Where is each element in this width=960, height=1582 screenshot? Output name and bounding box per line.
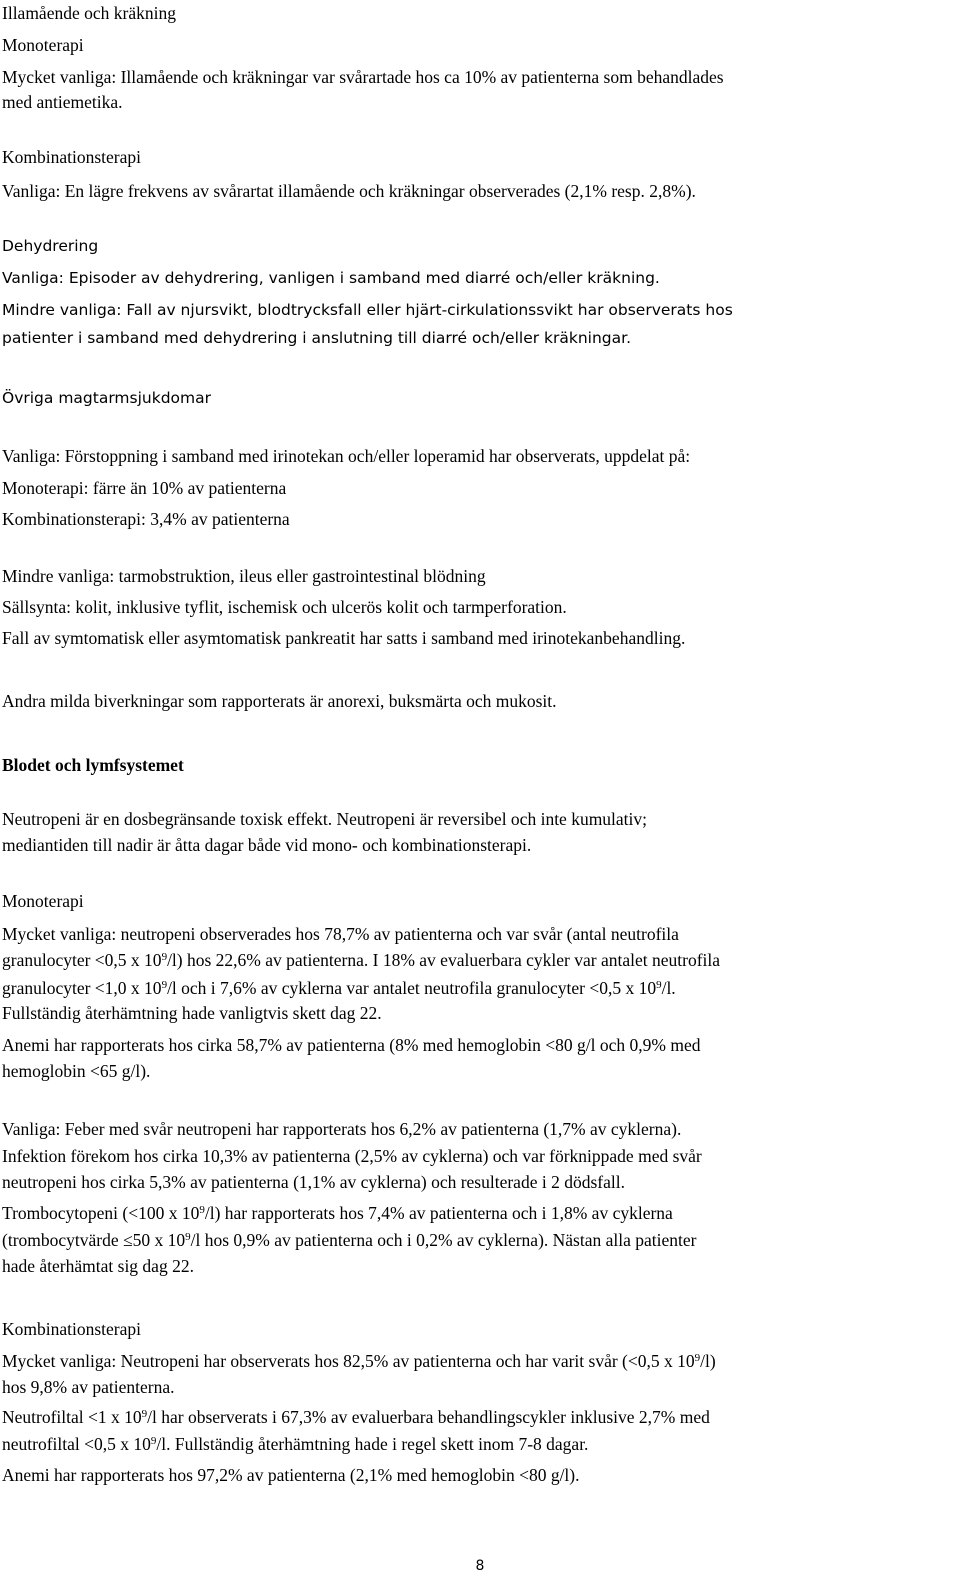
paragraph-line: Anemi har rapporterats hos 97,2% av patienterna (2,1% med hemoglobin <80 g/l). [2, 1465, 580, 1485]
paragraph-line: Mycket vanliga: neutropeni observerades hos 78,7% av patienterna och var svår (antal neutrofila [2, 924, 679, 944]
paragraph-line: hos 9,8% av patienterna. [2, 1377, 175, 1397]
paragraph-line: mediantiden till nadir är åtta dagar både vid mono- och kombinationsterapi. [2, 835, 532, 855]
paragraph-line: Vanliga: Episoder av dehydrering, vanligen i samband med diarré och/eller kräkning. [2, 269, 660, 287]
text-run: /l) [700, 1351, 716, 1371]
paragraph-line: Fall av symtomatisk eller asymtomatisk pankreatit har satts i samband med irinotekanbehandling. [2, 628, 686, 648]
paragraph-line: hade återhämtat sig dag 22. [2, 1256, 194, 1276]
paragraph-line: Infektion förekom hos cirka 10,3% av patienterna (2,5% av cyklerna) och var förknippade med svår [2, 1146, 702, 1166]
text-run: (trombocytvärde ≤50 x 10 [2, 1230, 186, 1250]
paragraph-line: Andra milda biverkningar som rapporterats är anorexi, buksmärta och mukosit. [2, 691, 557, 711]
paragraph-line: Sällsynta: kolit, inklusive tyflit, ischemisk och ulcerös kolit och tarmperforation. [2, 597, 567, 617]
paragraph-line [2, 1348, 716, 1375]
paragraph-line [2, 947, 720, 974]
text-run: granulocyter <1,0 x 10 [2, 978, 162, 998]
text-run: Neutrofiltal <1 x 10 [2, 1407, 142, 1427]
text-run: Trombocytopeni (<100 x 10 [2, 1203, 200, 1223]
superscript: 9 [161, 979, 168, 991]
superscript: 9 [694, 1352, 701, 1364]
subheading-kombinationsterapi: Kombinationsterapi [2, 147, 142, 167]
paragraph-line: Mindre vanliga: tarmobstruktion, ileus eller gastrointestinal blödning [2, 566, 486, 586]
paragraph-line: Vanliga: Förstoppning i samband med irinotekan och/eller loperamid har observerats, uppdelat på: [2, 446, 691, 466]
paragraph-line [2, 1431, 588, 1458]
paragraph-line: Anemi har rapporterats hos cirka 58,7% av patienterna (8% med hemoglobin <80 g/l och 0,9% med [2, 1035, 701, 1055]
paragraph-line: patienter i samband med dehydrering i anslutning till diarré och/eller kräkningar. [2, 329, 632, 347]
text-run: /l. Fullständig återhämtning hade i regel skett inom 7-8 dagar. [156, 1434, 589, 1454]
paragraph-line [2, 1404, 710, 1431]
text-run: /l. [661, 978, 676, 998]
paragraph-line: Vanliga: En lägre frekvens av svårartat illamående och kräkningar observerades (2,1% resp. 2,8%). [2, 181, 696, 201]
paragraph-line: Kombinationsterapi: 3,4% av patienterna [2, 509, 290, 529]
superscript: 9 [161, 951, 168, 963]
text-run: /l och i 7,6% av cyklerna var antalet neutrofila granulocyter <0,5 x 10 [167, 978, 657, 998]
paragraph-line: Fullständig återhämtning hade vanligtvis skett dag 22. [2, 1003, 382, 1023]
superscript: 9 [185, 1231, 191, 1243]
paragraph-line [2, 975, 676, 1002]
section-heading-blodet-och-lymfsystemet: Blodet och lymfsystemet [2, 755, 184, 775]
text-run: /l) har rapporterats hos 7,4% av patienterna och i 1,8% av cyklerna [204, 1203, 673, 1223]
section-heading-illamaende: Illamående och kräkning [2, 3, 176, 23]
paragraph-line: Mindre vanliga: Fall av njursvikt, blodtrycksfall eller hjärt-cirkulationssvikt har observerats hos [2, 301, 733, 319]
paragraph-line: Vanliga: Feber med svår neutropeni har rapporterats hos 6,2% av patienterna (1,7% av cyklerna). [2, 1119, 682, 1139]
text-run: Mycket vanliga: Neutropeni har observerats hos 82,5% av patienterna och har varit svår (<0,5 x 10 [2, 1351, 695, 1371]
section-heading-dehydrering: Dehydrering [2, 237, 99, 255]
text-run: /l har observerats i 67,3% av evaluerbara behandlingscykler inklusive 2,7% med [147, 1407, 710, 1427]
subheading-monoterapi: Monoterapi [2, 35, 84, 55]
paragraph-line: hemoglobin <65 g/l). [2, 1061, 151, 1081]
paragraph-line: neutropeni hos cirka 5,3% av patienterna (1,1% av cyklerna) och resulterade i 2 dödsfall. [2, 1172, 625, 1192]
paragraph-line: Mycket vanliga: Illamående och kräkningar var svårartade hos ca 10% av patienterna som behandlades [2, 67, 724, 87]
superscript: 9 [199, 1204, 205, 1216]
paragraph-line: Neutropeni är en dosbegränsande toxisk effekt. Neutropeni är reversibel och inte kumulativ; [2, 809, 648, 829]
superscript: 9 [656, 979, 662, 991]
paragraph-line: med antiemetika. [2, 92, 123, 112]
text-run: granulocyter <0,5 x 10 [2, 950, 162, 970]
superscript: 9 [141, 1408, 148, 1420]
page-number: 8 [475, 1558, 485, 1574]
paragraph-line [2, 1200, 673, 1227]
text-run: /l hos 0,9% av patienterna och i 0,2% av cyklerna). Nästan alla patienter [190, 1230, 697, 1250]
subheading-monoterapi: Monoterapi [2, 891, 84, 911]
paragraph-line [2, 1227, 696, 1254]
text-run: /l) hos 22,6% av patienterna. I 18% av evaluerbara cykler var antalet neutrofila [167, 950, 721, 970]
subheading-kombinationsterapi: Kombinationsterapi [2, 1319, 142, 1339]
text-run: neutrofiltal <0,5 x 10 [2, 1434, 151, 1454]
paragraph-line: Monoterapi: färre än 10% av patienterna [2, 478, 287, 498]
superscript: 9 [150, 1435, 157, 1447]
section-heading-ovriga-magtarmsjukdomar: Övriga magtarmsjukdomar [2, 389, 212, 407]
